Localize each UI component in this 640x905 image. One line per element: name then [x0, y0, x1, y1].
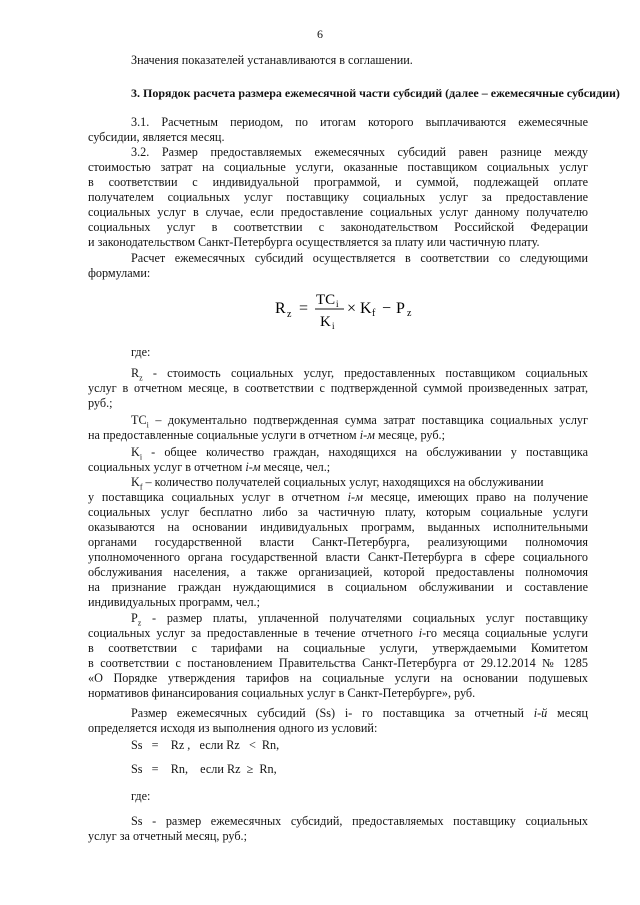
paragraph-3-2-line: получателем социальных услуг поставщику социальных услуг за предоставление [88, 190, 588, 204]
tci-definition-line: $TC_i$ – документально подтвержденная сумма затрат поставщика социальных услуг [131, 413, 588, 430]
kf-definition-line: $K_f$ – количество получателей социальных услуг, находящихся на обслуживании [131, 475, 544, 492]
pz-sub: z [137, 618, 142, 628]
rz-definition-line: услуг в отчетном месяце, в соответствии с подтвержденной суммой произведенных затрат, [88, 381, 588, 395]
paragraph-3-2-line: социальных услуг в соответствии с законодательством Российской Федерации [88, 220, 588, 234]
intro-text: Значения показателей устанавливаются в соглашении. [131, 53, 413, 67]
formula-equals: = [299, 300, 309, 317]
ss-size-line: Размер ежемесячных субсидий (Ss) i- го поставщика за отчетный i-й месяц [131, 706, 588, 720]
pz-definition-line: $P_z$ - размер платы, уплаченной получателями социальных услуг поставщику [131, 611, 588, 628]
kf-definition-line: у поставщика социальных услуг в отчетном i-м месяце, имеющих право на получение [88, 490, 588, 504]
calc-intro-line: Расчет ежемесячных субсидий осуществляется в соответствии со следующими [131, 251, 588, 265]
paragraph-3-2-line: 3.2. Размер предоставляемых ежемесячных субсидий равен разнице между [131, 145, 588, 159]
tci-symbol: TC [131, 413, 147, 427]
kf-definition-line: уполномоченного органа государственной власти Санкт-Петербурга в сфере социального [88, 550, 588, 564]
formula-p-sub: z [407, 308, 412, 319]
tci-sub: i [146, 420, 149, 430]
ss-size-line: определяется исходя из выполнения одного из условий: [88, 721, 378, 735]
where-label: где: [131, 345, 151, 359]
ki-definition-line: социальных услуг в отчетном i-м месяце, чел.; [88, 460, 331, 474]
formula-kf: K [360, 300, 372, 317]
rz-symbol: R [131, 366, 140, 380]
paragraph-3-2-line: в соответствии с индивидуальной программой, и суммой, подлежащей оплате [88, 175, 588, 189]
formula-lhs: R [275, 300, 286, 317]
formula-minus: − [382, 300, 392, 317]
rz-definition-line: $R_z$ - стоимость социальных услуг, предоставленных поставщиком социальных [131, 366, 588, 383]
paragraph-3-2-line: социальных услуг в случае, если предоставление социальных услуг данному получателю [88, 205, 588, 219]
ki-definition-line: $K_i$ - общее количество граждан, находящихся на обслуживании у поставщика [131, 445, 588, 462]
section-title: 3. Порядок расчета размера ежемесячной части субсидий (далее – ежемесячные субсидии) [131, 86, 620, 100]
where-label-2: где: [131, 789, 151, 803]
ki-sub: i [139, 452, 143, 462]
ss-definition-line: услуг за отчетный месяц, руб.; [88, 829, 247, 843]
kf-definition-line: на признание граждан нуждающимися в социальном обслуживании и составление [88, 580, 588, 594]
formula-kf-sub: f [372, 308, 376, 319]
condition-1: Ss = Rz , если Rz < Rn, [131, 738, 280, 752]
kf-definition-line: оказываются на основании индивидуальных программ, выданных исполнительными [88, 520, 588, 534]
rz-definition-line: руб.; [88, 396, 113, 410]
calc-intro-line: формулами: [88, 266, 151, 280]
formula-p: P [396, 300, 405, 317]
pz-definition-line: социальных услуг за предоставленные в течение отчетного i-го месяца социальные услуги [88, 626, 588, 640]
ki-symbol: K [131, 445, 140, 459]
formula-lhs-sub: z [287, 309, 292, 320]
ss-definition-line: Ss - размер ежемесячных субсидий, предоставляемых поставщику социальных [131, 814, 588, 828]
pz-definition-line: в соответствии с тарифами на социальные услуги, утверждаемыми Комитетом [88, 641, 588, 655]
tci-definition-line: на предоставленные социальные услуги в отчетном i-м месяце, руб.; [88, 428, 445, 442]
condition-2: Ss = Rn, если Rz ≥ Rn, [131, 762, 277, 776]
pz-definition-line: в соответствии с постановлением Правительства Санкт-Петербурга от 29.12.2014 № 1285 [88, 656, 588, 670]
page-number: 6 [317, 27, 323, 41]
kf-symbol: K [131, 475, 140, 489]
formula-denominator: K [320, 314, 331, 330]
pz-symbol: P [131, 611, 138, 625]
formula-denominator-sub: i [332, 321, 335, 331]
kf-definition-line: социальных услуг бесплатно либо за частичную плату, которым социальные услуги [88, 505, 588, 519]
paragraph-3-2-line: и законодательством Санкт-Петербурга осуществляется за плату или частичную плату. [88, 235, 540, 249]
pz-definition-line: «О Порядке утверждения тарифов на социальные услуги на основании подушевых [88, 671, 588, 685]
kf-definition-line: индивидуальных программ, чел.; [88, 595, 260, 609]
pz-definition-line: нормативов финансирования социальных услуг в Санкт-Петербурге», руб. [88, 686, 476, 700]
kf-definition-line: органами государственной власти Санкт-Петербурга, реализующими полномочия [88, 535, 588, 549]
formula-numerator-sub: i [336, 299, 339, 309]
subsidy-formula [272, 284, 442, 334]
formula-numerator: TC [316, 292, 336, 308]
rz-sub: z [139, 373, 143, 383]
kf-sub: f [139, 482, 143, 492]
paragraph-3-2-line: стоимостью затрат на социальные услуги, оказанные поставщиком социальных услуг [88, 160, 588, 174]
kf-definition-line: обслуживания населения, а также организацией, которой предоставлены полномочия [88, 565, 588, 579]
paragraph-3-1-line: 3.1. Расчетным периодом, по итогам которого выплачиваются ежемесячные [131, 115, 588, 129]
paragraph-3-1-line: субсидии, является месяц. [88, 130, 225, 144]
formula-times: × [347, 300, 357, 317]
